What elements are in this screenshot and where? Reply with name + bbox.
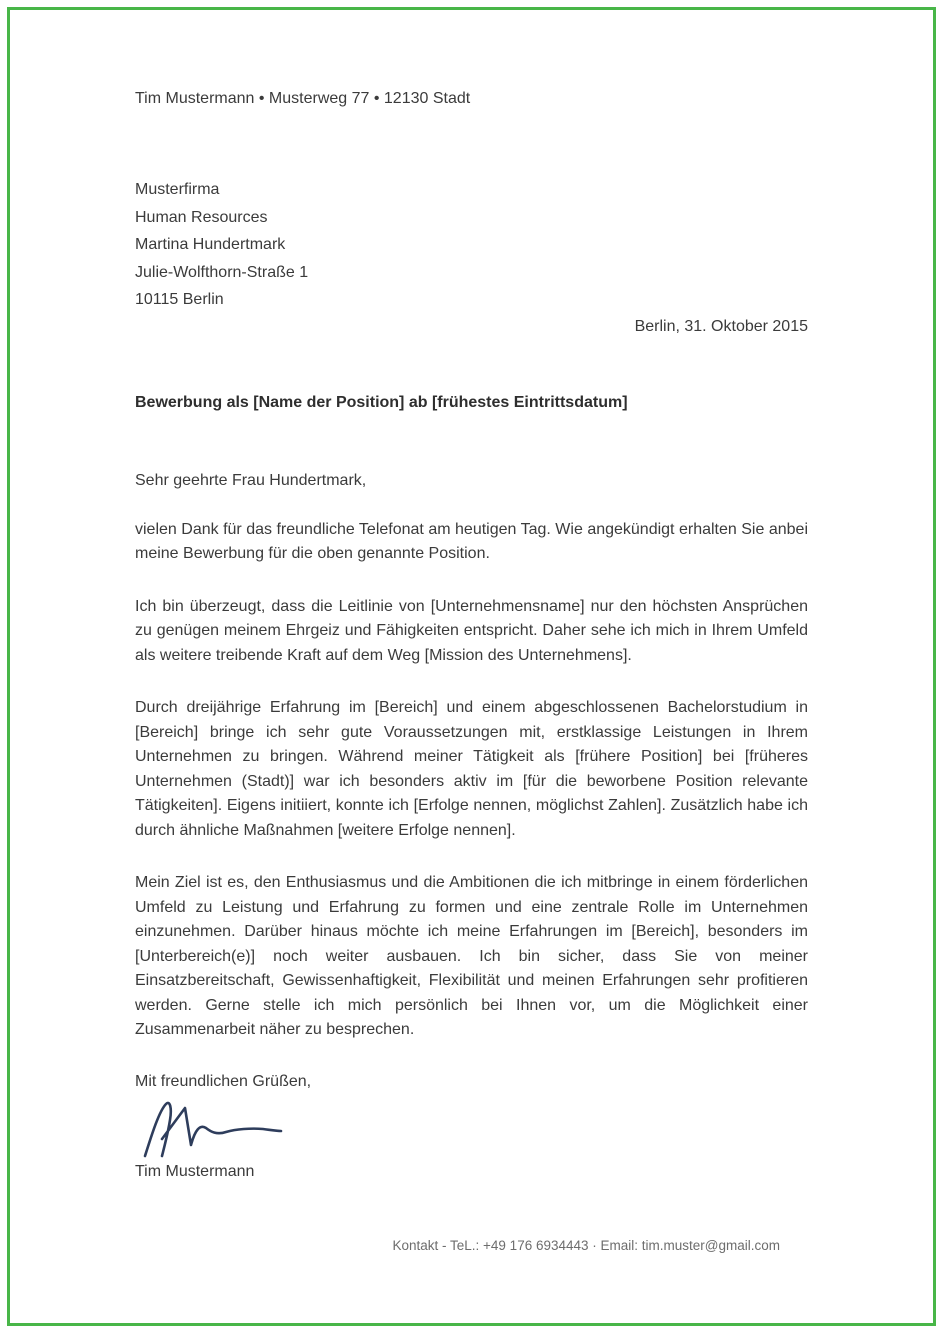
- body-paragraph: vielen Dank für das freundliche Telefonat am heutigen Tag. Wie angekündigt erhalten Sie anbei meine Bewerbung für die oben genannte Position.: [135, 520, 808, 562]
- subject-line: Bewerbung als [Name der Position] ab [frühestes Eintrittsdatum]: [135, 393, 628, 411]
- salutation: Sehr geehrte Frau Hundertmark,: [135, 471, 367, 489]
- contact-footer: Kontakt - TeL.: +49 176 6934443 · Email: tim.muster@gmail.com: [392, 1238, 780, 1253]
- recipient-line: Musterfirma: [135, 181, 220, 198]
- body-paragraph: Durch dreijährige Erfahrung im [Bereich] und einem abgeschlossenen Bachelorstudium in [Bereich] bringe ich sehr gute Voraussetzungen mit, erstklassige Leistungen in Ihrem Unternehmen zu bringen. Während meiner Tätigkeit als [frühere Position] bei [früheres Unternehmen (Stadt)] war ich besonders aktiv im [für die beworbene Position relevante Tätigkeiten]. Eigens initiiert, konnte ich [Erfolge nennen, möglichst Zahlen]. Zusätzlich habe ich durch ähnliche Maßnahmen [weitere Erfolge nennen].: [135, 699, 808, 839]
- letter-content: [135, 88, 808, 1181]
- sender-address-line: Tim Mustermann • Musterweg 77 • 12130 Stadt: [135, 90, 471, 107]
- closing-phrase: Mit freundlichen Grüßen,: [135, 1072, 312, 1090]
- signature-name: Tim Mustermann: [135, 1162, 255, 1180]
- body-paragraph: Ich bin überzeugt, dass die Leitlinie von [Unternehmensname] nur den höchsten Ansprüchen zu genügen meinem Ehrgeiz und Fähigkeiten entspricht. Daher sehe ich mich in Ihrem Umfeld als weitere treibende Kraft auf dem Weg [Mission des Unternehmens].: [135, 597, 808, 664]
- recipient-line: Martina Hundertmark: [135, 236, 286, 253]
- signature-image: [139, 1099, 808, 1163]
- body-paragraph: Mein Ziel ist es, den Enthusiasmus und die Ambitionen die ich mitbringe in einem förderlichen Umfeld zu Leistung und Erfahrung zu formen und eine zentrale Rolle im Unternehmen einzunehmen. Darüber hinaus möchte ich meine Erfahrungen im [Bereich], besonders im [Unterbereich(e)] noch weiter ausbauen. Ich bin sicher, dass Sie von meiner Einsatzbereitschaft, Gewissenhaftigkeit, Flexibilität und meinen Erfahrungen sehr profitieren werden. Gerne stelle ich mich persönlich bei Ihnen vor, um die Möglichkeit einer Zusammenarbeit näher zu besprechen.: [135, 874, 808, 1038]
- recipient-address-block: [135, 176, 808, 314]
- recipient-line: Human Resources: [135, 208, 268, 226]
- date-line: Berlin, 31. Oktober 2015: [634, 317, 808, 335]
- recipient-line: 10115 Berlin: [135, 291, 224, 308]
- recipient-line: Julie-Wolfthorn-Straße 1: [135, 263, 309, 281]
